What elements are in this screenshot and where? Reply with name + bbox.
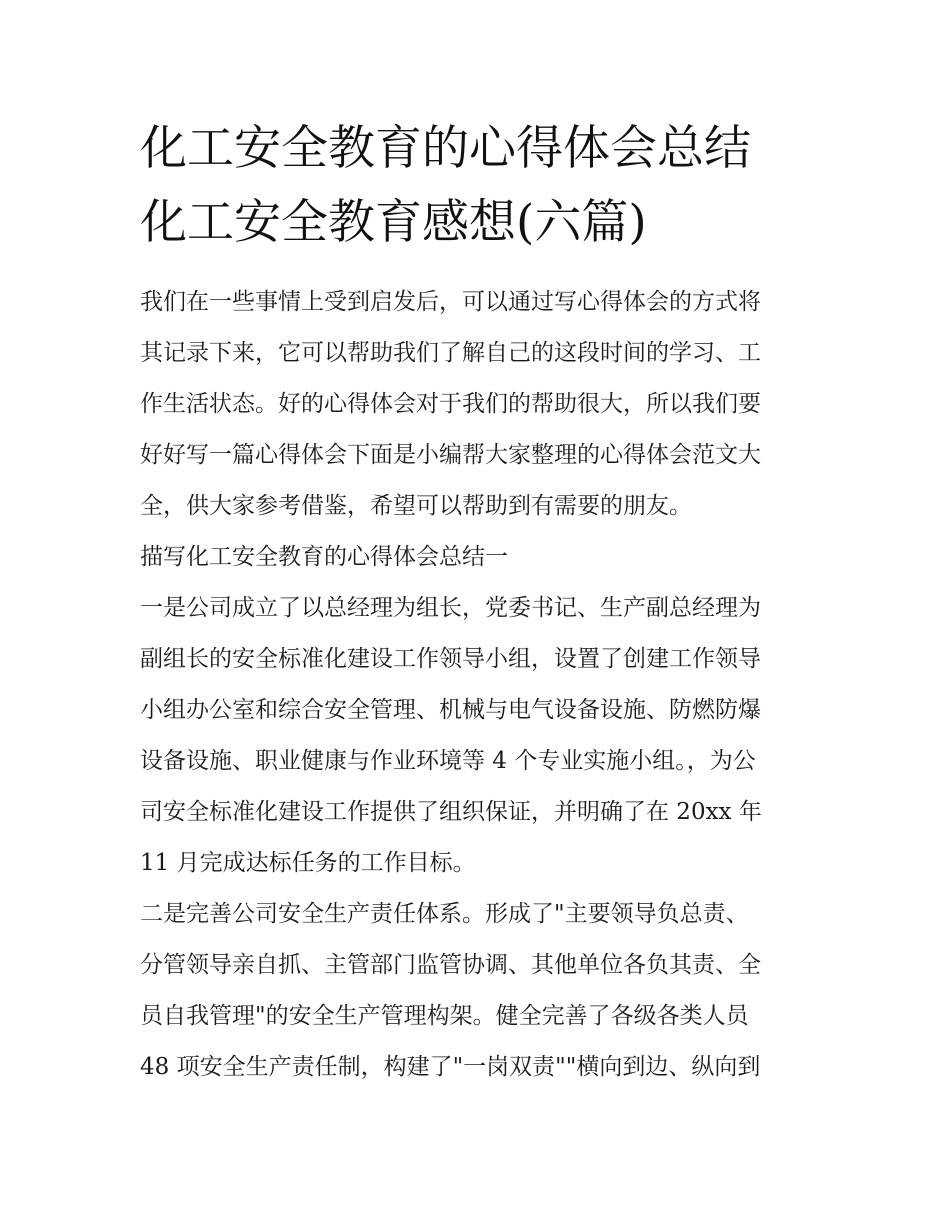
paragraph-line: 小组办公室和综合安全管理、机械与电气设备设施、防燃防爆: [140, 697, 761, 723]
intro-line: 其记录下来，它可以帮助我们了解自己的这段时间的学习、工: [140, 340, 761, 366]
paragraph-line: 二是完善公司安全生产责任体系。形成了"主要领导负总责、: [140, 901, 749, 927]
intro-line: 全，供大家参考借鉴，希望可以帮助到有需要的朋友。: [140, 493, 692, 519]
paragraph-line: 一是公司成立了以总经理为组长，党委书记、生产副总经理为: [140, 595, 761, 621]
section-heading: 描写化工安全教育的心得体会总结一: [140, 544, 508, 570]
intro-line: 我们在一些事情上受到启发后，可以通过写心得体会的方式将: [140, 289, 761, 315]
document-title: [140, 112, 840, 260]
document-body: [140, 280, 820, 1096]
paragraph-line: 司安全标准化建设工作提供了组织保证，并明确了在 20xx 年: [140, 799, 762, 825]
title-line: 化工安全教育的心得体会总结: [140, 121, 751, 176]
intro-line: 作生活状态。好的心得体会对于我们的帮助很大，所以我们要: [140, 391, 761, 417]
paragraph-line: 设备设施、职业健康与作业环境等 4 个专业实施小组。，为公: [140, 748, 756, 774]
paragraph-line: 11 月完成达标任务的工作目标。: [140, 850, 476, 876]
intro-line: 好好写一篇心得体会下面是小编帮大家整理的心得体会范文大: [140, 442, 761, 468]
paragraph-line: 副组长的安全标准化建设工作领导小组，设置了创建工作领导: [140, 646, 761, 672]
paragraph-line: 48 项安全生产责任制，构建了"一岗双责""横向到边、纵向到: [140, 1054, 761, 1080]
title-line: 化工安全教育感想(六篇): [140, 195, 647, 250]
paragraph-line: 员自我管理"的安全生产管理构架。健全完善了各级各类人员: [140, 1003, 749, 1029]
paragraph-line: 分管领导亲自抓、主管部门监管协调、其他单位各负其责、全: [140, 952, 761, 978]
